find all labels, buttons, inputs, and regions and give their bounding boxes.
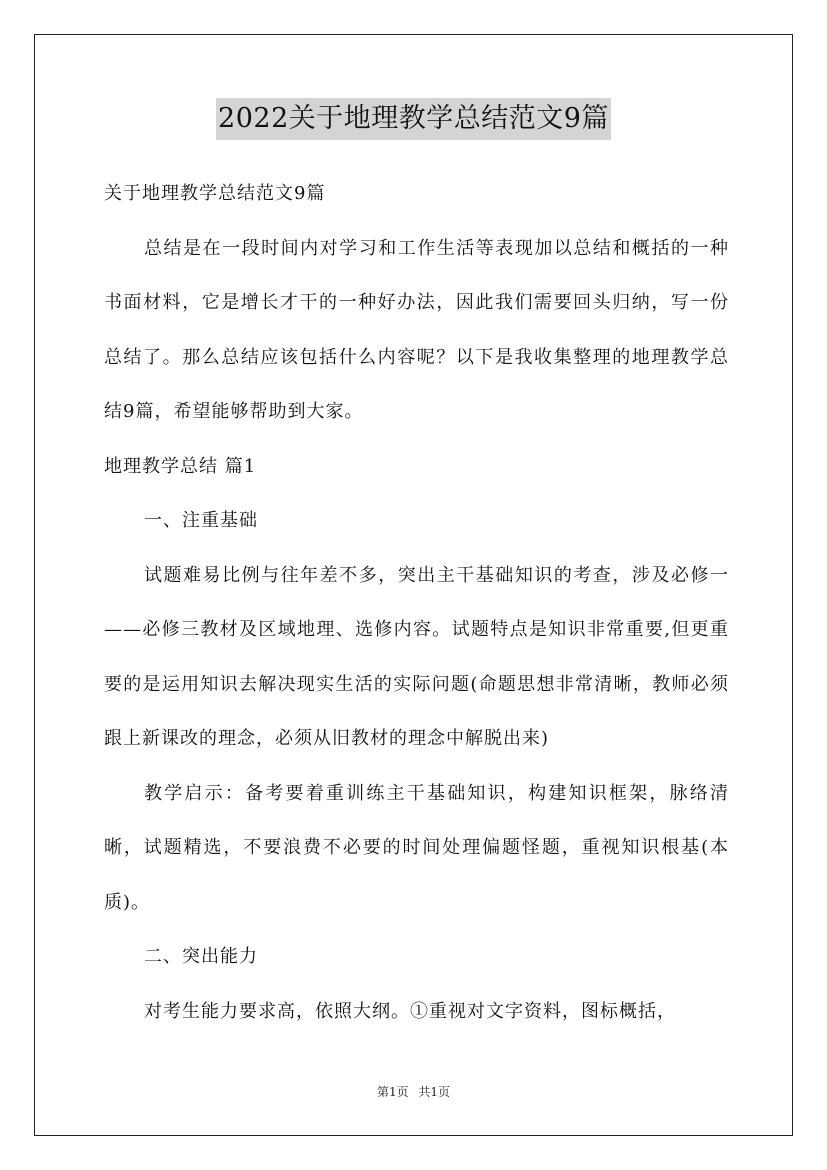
body-paragraph: 试题难易比例与往年差不多，突出主干基础知识的考查，涉及必修一——必修三教材及区域地理、选修内容。试题特点是知识非常重要,但更重要的是运用知识去解决现实生活的实际问题(命题思想非常清晰，教师必须跟上新课改的理念，必须从旧教材的理念中解脱出来) bbox=[104, 564, 729, 749]
title-container bbox=[0, 98, 827, 140]
subheading-basics: 一、注重基础 bbox=[144, 510, 258, 531]
document-body bbox=[104, 167, 729, 1039]
body-paragraph: 对考生能力要求高，依照大纲。①重视对文字资料，图标概括， bbox=[144, 1000, 676, 1022]
intro-paragraph: 总结是在一段时间内对学习和工作生活等表现加以总结和概括的一种书面材料，它是增长才干的一种好办法，因此我们需要回头归纳，写一份总结了。那么总结应该包括什么内容呢？以下是我收集整理的地理教学总结9篇，希望能够帮助到大家。 bbox=[104, 237, 729, 422]
page-footer bbox=[0, 1083, 827, 1100]
page-total: 共1页 bbox=[418, 1085, 451, 1099]
section-heading: 地理教学总结 篇1 bbox=[104, 455, 257, 477]
document-title: 2022关于地理教学总结范文9篇 bbox=[216, 98, 611, 140]
subtitle-paragraph: 关于地理教学总结范文9篇 bbox=[104, 183, 326, 204]
page-number: 第1页 bbox=[376, 1085, 409, 1099]
body-paragraph: 教学启示：备考要着重训练主干基础知识，构建知识框架，脉络清晰，试题精选，不要浪费不必要的时间处理偏题怪题，重视知识根基(本质)。 bbox=[104, 782, 729, 913]
subheading-ability: 二、突出能力 bbox=[144, 946, 258, 967]
